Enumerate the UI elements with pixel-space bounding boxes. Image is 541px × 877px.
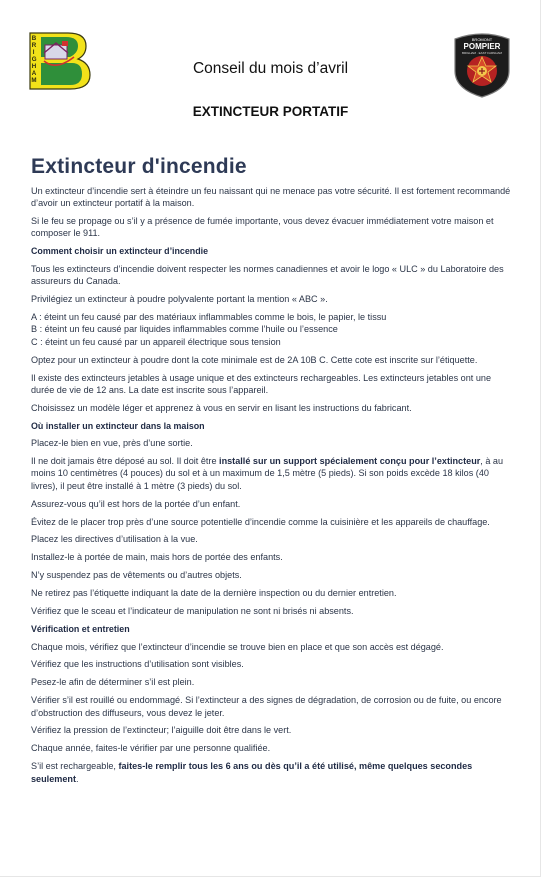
svg-text:I: I	[32, 49, 35, 56]
article-title: Extincteur d'incendie	[31, 155, 247, 178]
svg-text:H: H	[31, 63, 37, 70]
paragraph: N’y suspendez pas de vêtements ou d’autres objets.	[31, 570, 242, 581]
paragraph: Vérifier s’il est rouillé ou endommagé. Si l’extincteur a des signes de dégradation, de corrosion ou de fuite, ou encore d’obstruction des diffuseurs, vous devez le jeter.	[31, 695, 502, 718]
paragraph: Placez-le bien en vue, près d’une sortie.	[31, 438, 193, 449]
fire-class-item: C : éteint un feu causé par un appareil électrique sous tension	[31, 336, 281, 347]
bold-text-run: installé sur un support spécialement conçu pour l’extincteur	[219, 456, 481, 467]
paragraph: Vérifiez la pression de l’extincteur; l’aiguille doit être dans le vert.	[31, 725, 292, 736]
fire-classes-list	[31, 311, 513, 348]
svg-text:BRIGHAM · EAST FARNHAM: BRIGHAM · EAST FARNHAM	[462, 51, 502, 55]
bold-text-run: faites-le remplir tous les 6 ans ou dès qu’il a été utilisé, même quelques secondes seulement	[31, 761, 473, 784]
section-heading-maintenance: Vérification et entretien	[31, 623, 130, 634]
svg-text:M: M	[31, 77, 37, 84]
intro-paragraph: Si le feu se propage ou s’il y a présence de fumée importante, vous devez évacuer immédiatement votre maison et composer le 911.	[31, 216, 494, 239]
svg-text:B: B	[31, 35, 37, 42]
fire-class-item: A : éteint un feu causé par des matériaux inflammables comme le bois, le papier, le tissu	[31, 312, 387, 323]
paragraph: Placez les directives d’utilisation à la vue.	[31, 534, 198, 545]
paragraph: Chaque année, faites-le vérifier par une personne qualifiée.	[31, 743, 271, 754]
paragraph: Assurez-vous qu’il est hors de la portée d’un enfant.	[31, 498, 241, 509]
paragraph: Ne retirez pas l’étiquette indiquant la date de la dernière inspection ou du dernier entretien.	[31, 588, 397, 599]
paragraph: Privilégiez un extincteur à poudre polyvalente portant la mention « ABC ».	[31, 294, 328, 305]
paragraph: Installez-le à portée de main, mais hors de portée des enfants.	[31, 552, 283, 563]
fire-class-item: B : éteint un feu causé par liquides inflammables comme l’huile ou l’essence	[31, 324, 338, 335]
paragraph: Il existe des extincteurs jetables à usage unique et des extincteurs rechargeables. Les extincteurs jetables ont une durée de vie de 12 ans. La date est inscrite sous l’appareil.	[31, 372, 492, 395]
svg-text:A: A	[31, 70, 37, 77]
paragraph: Vérifiez que le sceau et l’indicateur de manipulation ne sont ni brisés ni absents.	[31, 606, 354, 616]
paragraph: Évitez de le placer trop près d’une source potentielle d’incendie comme la cuisinière et les appareils de chauffage.	[31, 516, 490, 527]
intro-paragraph: Un extincteur d’incendie sert à éteindre un feu naissant qui ne menace pas votre sécurité. Il est fortement recommandé d’avoir un extincteur portatif à la maison.	[31, 186, 511, 209]
paragraph: Vérifiez que les instructions d’utilisation sont visibles.	[31, 659, 244, 670]
paragraph: Tous les extincteurs d’incendie doivent respecter les normes canadiennes et avoir le logo « ULC » du Laboratoire des assureurs du Canada.	[31, 264, 504, 287]
svg-text:G: G	[31, 56, 37, 63]
header-subtitle: EXTINCTEUR PORTATIF	[192, 104, 349, 119]
svg-text:R: R	[31, 42, 37, 49]
paragraph: Chaque mois, vérifiez que l’extincteur d’incendie se trouve bien en place et que son accès est dégagé.	[31, 641, 444, 652]
text-run: .	[75, 773, 79, 784]
header-title: Conseil du mois d’avril	[192, 60, 349, 77]
paragraph: Pesez-le afin de déterminer s’il est plein.	[31, 677, 195, 688]
paragraph: Optez pour un extincteur à poudre dont la cote minimale est de 2A 10B C. Cette cote est inscrite sur l’étiquette.	[31, 354, 478, 365]
paragraph: Choisissez un modèle léger et apprenez à vous en servir en lisant les instructions du fabricant.	[31, 402, 412, 413]
text-run: , à au moins 10 centimètres (4 pouces) du sol et à un maximum de 1,5 mètre (5 pieds). Si son poids excède 18 kilos (40 livres), il peut être installé à 1 mètre (3 pieds) du sol.	[31, 456, 504, 491]
text-run: Il ne doit jamais être déposé au sol. Il doit être	[31, 456, 220, 467]
text-run: S’il est rechargeable,	[31, 761, 119, 772]
section-heading-install: Où installer un extincteur dans la maison	[31, 420, 205, 431]
section-heading-choose: Comment choisir un extincteur d’incendie	[31, 246, 209, 257]
svg-text:POMPIER: POMPIER	[463, 42, 501, 51]
svg-text:BROMONT: BROMONT	[471, 37, 493, 42]
paragraph	[31, 455, 513, 492]
paragraph	[31, 760, 513, 785]
article-body	[31, 185, 513, 790]
